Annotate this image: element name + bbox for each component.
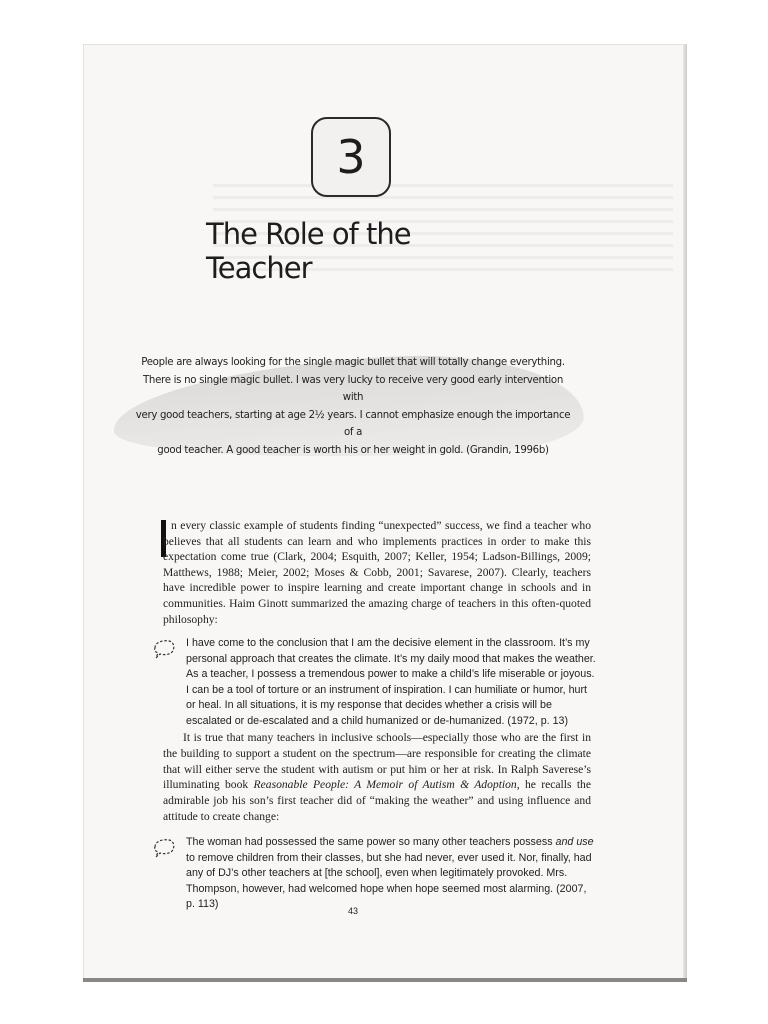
second-paragraph	[163, 730, 591, 825]
epigraph-line: very good teachers, starting at age 2½ years. I cannot emphasize enough the importance of a	[135, 409, 571, 438]
book-page	[83, 44, 685, 980]
chapter-number: 3	[336, 130, 366, 184]
epigraph-line: People are always looking for the single magic bullet that will totally change everything.	[141, 357, 565, 368]
page-number: 43	[347, 906, 358, 916]
savarese-quote	[186, 835, 596, 913]
opening-paragraph	[163, 518, 591, 627]
second-paragraph-end: , he recalls the admirable job his son’s first teacher did of “making the weather” and using influence and attitude to create change:	[163, 778, 591, 823]
epigraph-line: There is no single magic bullet. I was very lucky to receive very good early intervention with	[143, 374, 563, 403]
opening-paragraph-text: n every classic example of students finding “unexpected” success, we find a teacher who believes that all students can learn and who implements practices in order to make this expectation come true (Clark, 2004; Esquith, 2007; Keller, 1954; Ladson-Billings, 2009; Matthews, 1988; Meier, 2002; Moses & Cobb, 2001; Savarese, 2007). Clearly, teachers have incredible power to inspire learning and create important change in schools and in communities. Haim Ginott summarized the amazing charge of teachers in this often-quoted philosophy:	[163, 519, 591, 626]
page-edge	[683, 44, 687, 982]
speech-bubble-icon	[151, 638, 177, 662]
chapter-number-box	[311, 117, 391, 197]
speech-bubble-icon	[151, 837, 177, 861]
savarese-quote-emphasis: and use	[555, 836, 594, 848]
ginott-quote: I have come to the conclusion that I am the decisive element in the classroom. It’s my personal approach that creates the climate. It’s my daily mood that makes the weather. As a teacher, I possess a tremendous power to make a child’s life miserable or joyous. I can be a tool of torture or an instrument of inspiration. I can humiliate or humor, hurt or heal. In all situations, it is my response that decides whether a crisis will be escalated or de-escalated and a child humanized or de-humanized. (1972, p. 13)	[186, 637, 596, 727]
savarese-quote-end: to remove children from their classes, but she had never, ever used it. Nor, finally, had any of DJ’s other teachers at [the school], even when legitimately provoked. Mrs. Thompson, however, had welcomed hope when hope seemed most alarming. (2007, p. 113)	[186, 851, 592, 911]
epigraph	[133, 354, 573, 459]
savarese-quote-start: The woman had possessed the same power so many other teachers possess	[186, 836, 556, 848]
epigraph-line: good teacher. A good teacher is worth his or her weight in gold. (Grandin, 1996b)	[157, 444, 549, 456]
second-paragraph-start: It is true that many teachers in inclusive schools—especially those who are the first in the building to support a student on the spectrum—are responsible for creating the climate that will either serve the student with autism or put him or her at risk. In Ralph Saverese’s illuminating book	[163, 731, 591, 792]
book-title: Reasonable People: A Memoir of Autism & Adoption	[253, 778, 517, 792]
chapter-title: The Role of the Teacher	[206, 217, 411, 285]
page-edge-bottom	[83, 978, 687, 982]
